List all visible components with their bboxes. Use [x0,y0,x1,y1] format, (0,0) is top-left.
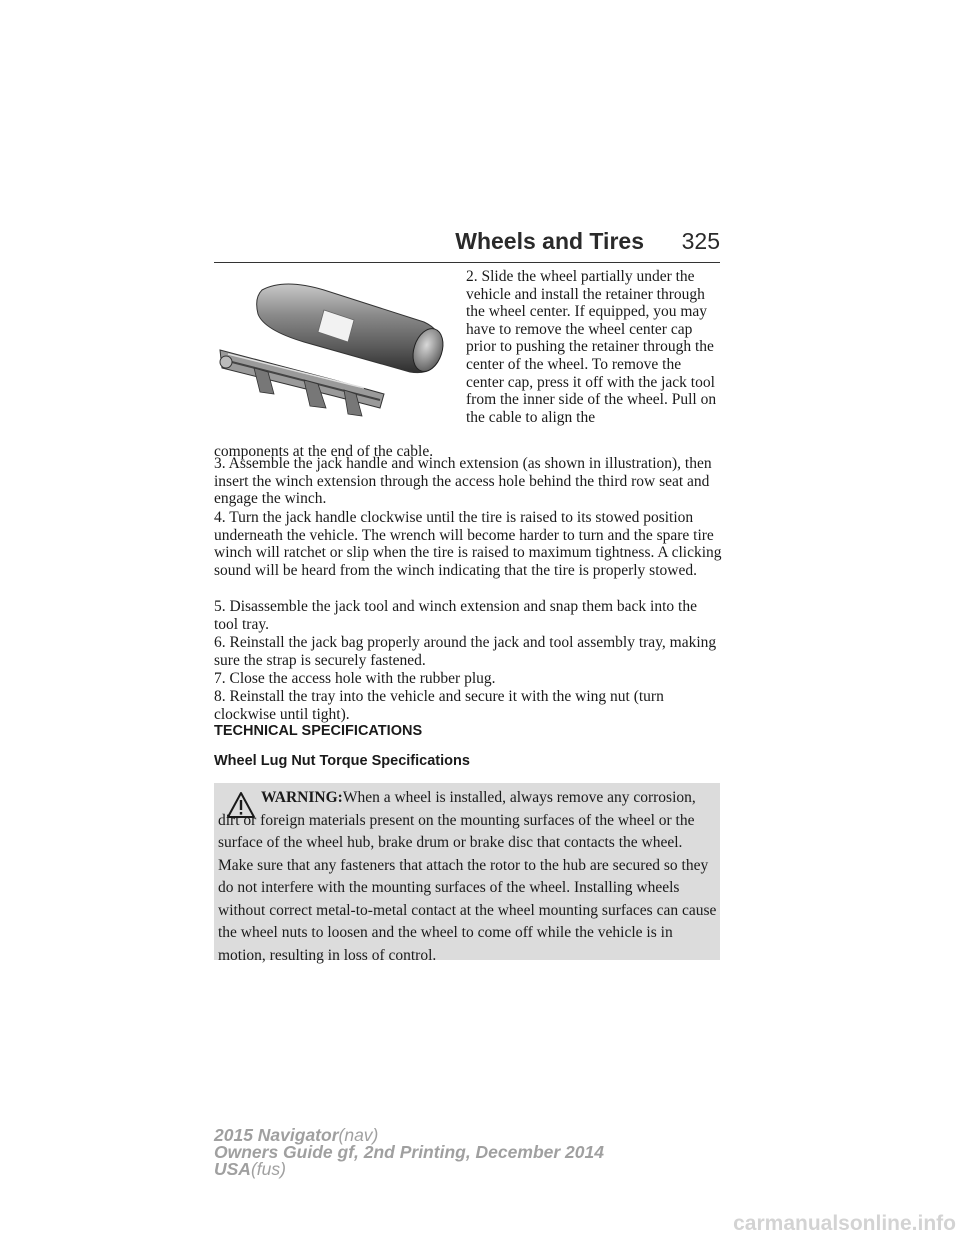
warning-box [214,783,720,964]
step-8-text: 8. Reinstall the tray into the vehicle and secure it with the wing nut (turn clockwise until tight). [214,688,664,723]
warning-body: When a wheel is installed, always remove any corrosion, dirt or foreign materials present on the mounting surfaces of the wheel or the surface of the wheel hub, brake drum or brake disc that contacts the wheel. Make sure that any fasteners that attach the rotor to the hub are secured so they do not interfere with the mounting surfaces of the wheel. Installing wheels without correct metal-to-metal contact at the wheel mounting surfaces can cause the wheel nuts to loosen and the wheel to come off while the vehicle is in motion, resulting in loss of control. [218,789,717,964]
step-4-text: 4. Turn the jack handle clockwise until the tire is raised to its stowed position underneath the vehicle. The wrench will become harder to turn and the spare tire winch will ratchet or slip when the tire is raised to maximum tightness. A clicking sound will be heard from the winch indicating that the tire is properly stowed. [214,509,722,579]
section-subheading: Wheel Lug Nut Torque Specifications [214,753,470,769]
warning-text [214,787,718,967]
footer-market: USA [214,1159,251,1179]
step-6-text: 6. Reinstall the jack bag properly around the jack and tool assembly tray, making sure the strap is securely fastened. [214,634,717,669]
footer-model-code: (nav) [338,1125,379,1145]
section-heading: TECHNICAL SPECIFICATIONS [214,723,423,739]
page-number: 325 [681,228,720,254]
page-title: Wheels and Tires [455,228,644,254]
step-5-text: 5. Disassemble the jack tool and winch extension and snap them back into the tool tray. [214,598,697,633]
footer-guide: Owners Guide gf, 2nd Printing, December 2014 [214,1142,604,1162]
watermark: carmanualsonline.info [733,1212,956,1235]
warning-label: WARNING: [261,789,343,806]
step-7-text: 7. Close the access hole with the rubber plug. [214,670,496,687]
step-2-continued: components at the end of the cable. [214,443,434,460]
footer-market-code: (fus) [250,1159,286,1179]
footer-model: 2015 Navigator [214,1125,339,1145]
jack-handle-winch-extension-illustration [214,270,454,440]
step-3-text: 3. Assemble the jack handle and winch extension (as shown in illustration), then insert the winch extension through the access hole behind the third row seat and engage the winch. [214,455,712,508]
page-header [214,228,720,263]
footer [214,1127,604,1178]
step-2-text: 2. Slide the wheel partially under the vehicle and install the retainer through the wheel center. If equipped, you may have to remove the wheel center cap prior to pushing the retainer through the center of the wheel. To remove the center cap, press it off with the jack tool from the inner side of the wheel. Pull on the cable to align the [466,268,717,426]
